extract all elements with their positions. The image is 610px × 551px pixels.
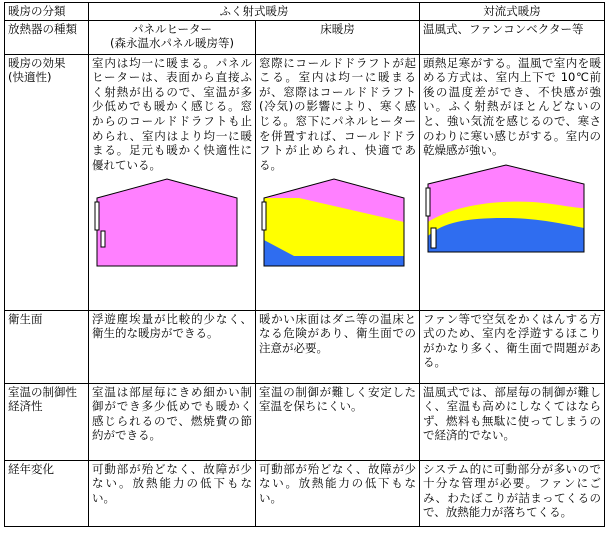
- floor-heating-header: 床暖房: [256, 20, 420, 54]
- aging-floor: 可動部が殆どなく、故障が少ない。放熱能力の低下もない。: [256, 460, 420, 526]
- row-economy: [5, 383, 605, 460]
- aging-conv: システム的に可動部分が多いので十分な管理が必要。ファンにごみ、わたぼこりが詰まってくるので、放熱能力が落ちてくる。: [420, 460, 605, 526]
- effect-label: [5, 54, 89, 310]
- window-icon: [95, 202, 99, 230]
- economy-floor: 室温の制御が難しく安定した室温を保ちにくい。: [256, 383, 420, 460]
- panel-heater-icon: [101, 231, 105, 247]
- aging-panel: 可動部が殆どなく、故障が少ない。放熱能力の低下もない。: [89, 460, 256, 526]
- row-hygiene: [5, 310, 605, 383]
- aging-label: 経年変化: [5, 460, 89, 526]
- heating-comparison-table: [4, 2, 605, 527]
- row-effect: [5, 54, 605, 310]
- radiator-type-label: 放熱器の種類: [5, 20, 89, 54]
- hygiene-panel: 浮遊塵埃量が比較的少なく、衛生的な暖房ができる。: [89, 310, 256, 383]
- economy-panel: 室温は部屋毎にきめ細かい制御ができ多少低めでも暖かく感じられるので、燃焼費の節約ができる。: [89, 383, 256, 460]
- row-aging: [5, 460, 605, 526]
- hygiene-floor: 暖かい床面はダニ等の温床となる危険があり、衛生面での注意が必要。: [256, 310, 420, 383]
- classification-label: 暖房の分類: [5, 3, 89, 21]
- effect-conv-text: 頭熱足寒がする。温風で室内を暖める方式は、室内上下で 10℃前後の温度差ができ、不快感が強い。ふく射熱がほとんどないのと、強い気流を感じるので、寒さのわりに寒い感じがする。室内の乾燥感が強い。: [423, 55, 601, 158]
- economy-conv: 温風式では、部屋毎の制御が難しく、室温も高めにしなくてはならず、燃料も無駄に使ってしまうので経済的でない。: [420, 383, 605, 460]
- header-row-2: [5, 20, 605, 54]
- effect-conv-cell: [420, 54, 605, 310]
- convection-group-header: 対流式暖房: [420, 3, 605, 21]
- window-icon: [262, 202, 266, 230]
- effect-floor-cell: [256, 54, 420, 310]
- effect-label-line2: (快適性): [8, 70, 52, 85]
- room-warm-air: [97, 179, 237, 266]
- header-row-1: [5, 3, 605, 21]
- panel-heater-header: [89, 20, 256, 54]
- effect-floor-text: 窓際にコールドドラフトが起こる。室内は均一に暖まるが、窓際はコールドドラフト(冷気)の影響により、寒く感じる。窓下にパネルヒーターを併置すれば、コールドドラフトが止められ、快適である。: [259, 55, 416, 172]
- economy-label-line2: 経済性: [8, 399, 43, 414]
- panel-heater-title: パネルヒーター: [131, 21, 213, 36]
- panel-heater-room-illustration: [92, 176, 242, 268]
- fan-heater-icon: [431, 228, 436, 248]
- hygiene-label: 衛生面: [5, 310, 89, 383]
- economy-label: [5, 383, 89, 460]
- convection-room-illustration: [423, 162, 589, 254]
- hygiene-conv: ファン等で空気をかくはんする方式のため、室内を浮遊するほこりがかなり多く、衛生面で問題がある。: [420, 310, 605, 383]
- floor-heating-room-illustration: [259, 176, 409, 268]
- effect-label-line1: 暖房の効果: [8, 55, 66, 70]
- window-icon: [426, 188, 430, 216]
- convection-type-header: 温風式、ファンコンベクター等: [420, 20, 605, 54]
- effect-panel-cell: [89, 54, 256, 310]
- economy-label-line1: 室温の制御性: [8, 384, 77, 399]
- radiant-group-header: ふく射式暖房: [89, 3, 420, 21]
- effect-panel-text: 室内は均一に暖まる。パネルヒーターは、表面から直接ふく射熱が出るので、室温が多少低めでも暖かく感じる。窓からのコールドドラフトも止められ、室内はより均一に暖まる。足元も暖かく快適性に優れている。: [92, 55, 252, 172]
- panel-heater-note: (森永温水パネル暖房等): [110, 36, 234, 51]
